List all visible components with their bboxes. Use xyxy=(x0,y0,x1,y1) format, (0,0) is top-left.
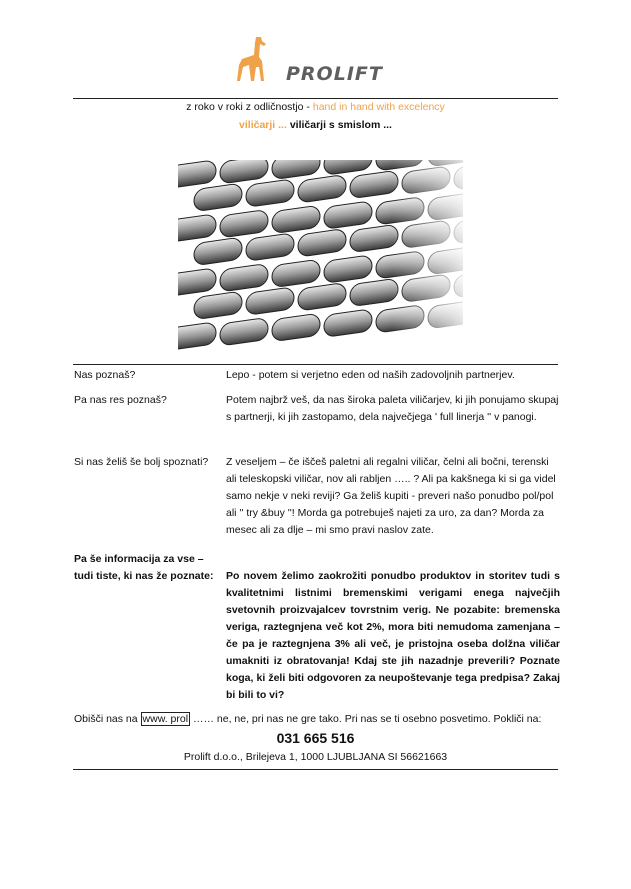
website-link[interactable]: www. prol xyxy=(142,713,189,725)
visit-line xyxy=(74,713,541,725)
logo xyxy=(230,25,410,85)
info-answer: Po novem želimo zaokrožiti ponudbo produktov in storitev tudi s kvalitetnimi listnimi bremenskimi verigami enega največjih svetovnih proizvajalcev tovrstnim verig. Ne pozabite: bremenska veriga, raztegnjena več kot 2%, mora biti nemudoma zamenjana – če pa je raztegnjena 3% ali več, je pristojna oseba dolžna viličar umakniti iz obratovanja! Kdaj ste jih nazadnje preverili? Poznate koga, ki želi biti odgovoren za neupoštevanje tega predpisa? Zakaj bi bili to vi? xyxy=(226,570,560,701)
top-rule xyxy=(73,98,558,99)
faq-answer-3: Z veseljem – če iščeš paletni ali regalni viličar, čelni ali bočni, terenski ali teleskopski viličar, nov ali rabljen ….. ? Ali pa kakšnega ki si ga videl samo nekje v neki reviji? Ga želiš kupiti - preveri našo ponudbo pol/pol ali '' try &buy ''! Morda ga potrebuješ najeti za uro, za dan? Morda za mesec ali za dlje – mi smo pravi naslov zate. xyxy=(226,456,556,536)
faq-question-3: Si nas želiš še bolj spoznati? xyxy=(74,456,209,468)
tagline xyxy=(0,101,631,113)
subtitle-black: viličarji s smislom ... xyxy=(286,119,392,131)
subtitle-orange: viličarji ... xyxy=(239,119,287,131)
subtitle xyxy=(0,119,631,131)
tagline-slovene: z roko v roki z odličnostjo - xyxy=(186,101,313,113)
info-question xyxy=(74,551,213,585)
bottom-rule xyxy=(73,769,558,770)
info-question-line2: tudi tiste, ki nas že poznate: xyxy=(74,570,214,582)
faq-question-1: Nas poznaš? xyxy=(74,369,136,381)
visit-prefix: Obišči nas na xyxy=(74,713,141,725)
faq-question-2: Pa nas res poznaš? xyxy=(74,394,167,406)
giraffe-icon xyxy=(232,35,282,85)
phone-number: 031 665 516 xyxy=(276,730,355,746)
faq-answer-2: Potem najbrž veš, da nas široka paleta viličarjev, ki jih ponujamo skupaj s partnerji, ki jih zastopamo, dela največjega ' full linerja '' v panogi. xyxy=(226,394,559,423)
info-question-line1: Pa še informacija za vse – xyxy=(74,553,204,565)
chain-photo xyxy=(178,160,463,353)
company-address: Prolift d.o.o., Brilejeva 1, 1000 LJUBLJANA SI 56621663 xyxy=(183,751,448,763)
brand-name: PROLIFT xyxy=(286,63,383,85)
faq-answer-1: Lepo - potem si verjetno eden od naših zadovoljnih partnerjev. xyxy=(226,369,515,381)
tagline-english: hand in hand with excelency xyxy=(312,101,445,113)
visit-suffix: …… ne, ne, pri nas ne gre tako. Pri nas se ti osebno posvetimo. Pokliči na: xyxy=(190,713,542,725)
section-rule xyxy=(73,364,558,365)
